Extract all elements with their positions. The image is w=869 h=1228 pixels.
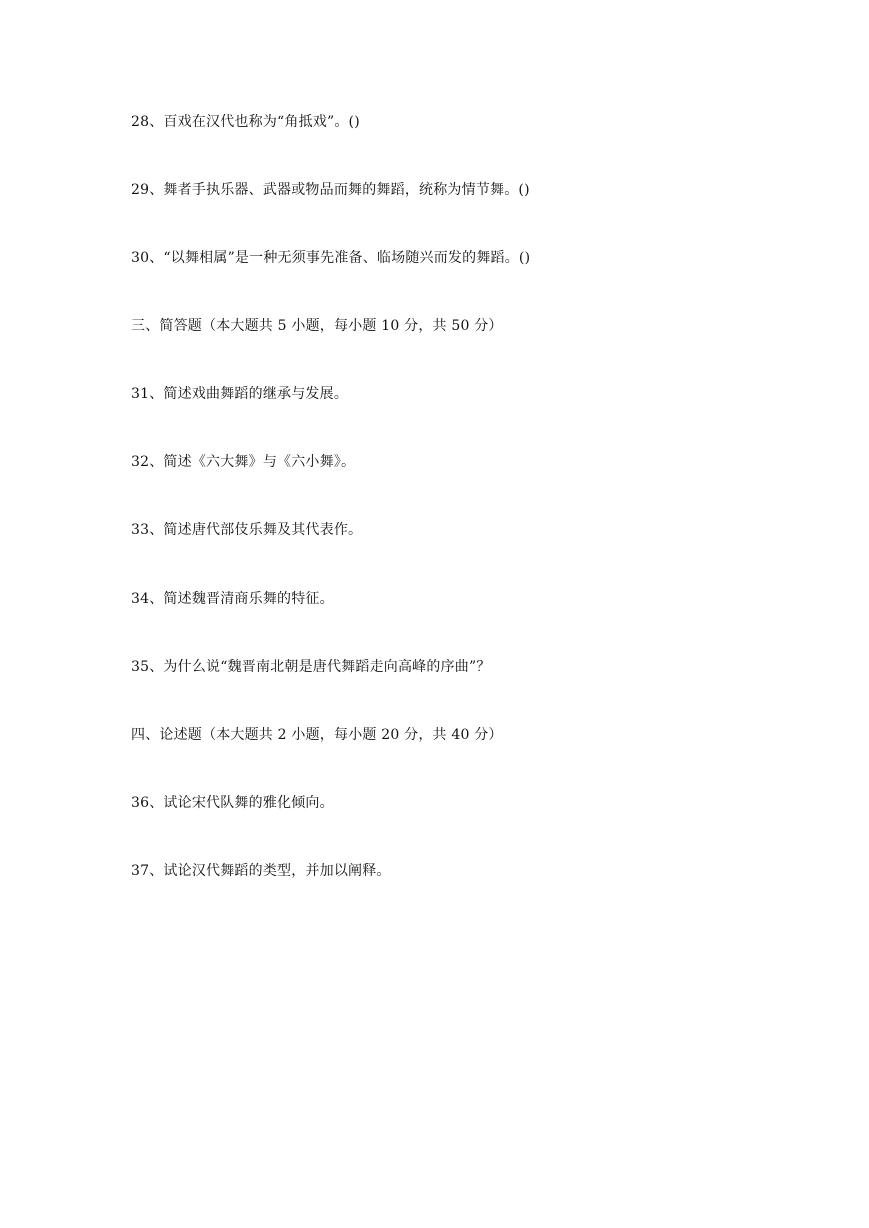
question-32: 32、简述《六大舞》与《六小舞》。 [131,454,356,470]
question-33: 33、简述唐代部伎乐舞及其代表作。 [131,522,363,538]
section-heading-short-answer: 三、简答题（本大题共 5 小题，每小题 10 分，共 50 分） [131,318,503,334]
question-30: 30、“以舞相属”是一种无须事先准备、临场随兴而发的舞蹈。() [131,250,531,266]
question-29: 29、舞者手执乐器、武器或物品而舞的舞蹈，统称为情节舞。() [131,182,530,198]
question-34: 34、简述魏晋清商乐舞的特征。 [131,591,334,607]
question-31: 31、简述戏曲舞蹈的继承与发展。 [131,386,349,402]
question-28: 28、百戏在汉代也称为“角抵戏”。() [131,114,360,130]
question-36: 36、试论宋代队舞的雅化倾向。 [131,795,334,811]
question-37: 37、试论汉代舞蹈的类型，并加以阐释。 [131,863,391,879]
question-35: 35、为什么说“魏晋南北朝是唐代舞蹈走向高峰的序曲”？ [131,659,491,675]
section-heading-essay: 四、论述题（本大题共 2 小题，每小题 20 分，共 40 分） [131,727,503,743]
